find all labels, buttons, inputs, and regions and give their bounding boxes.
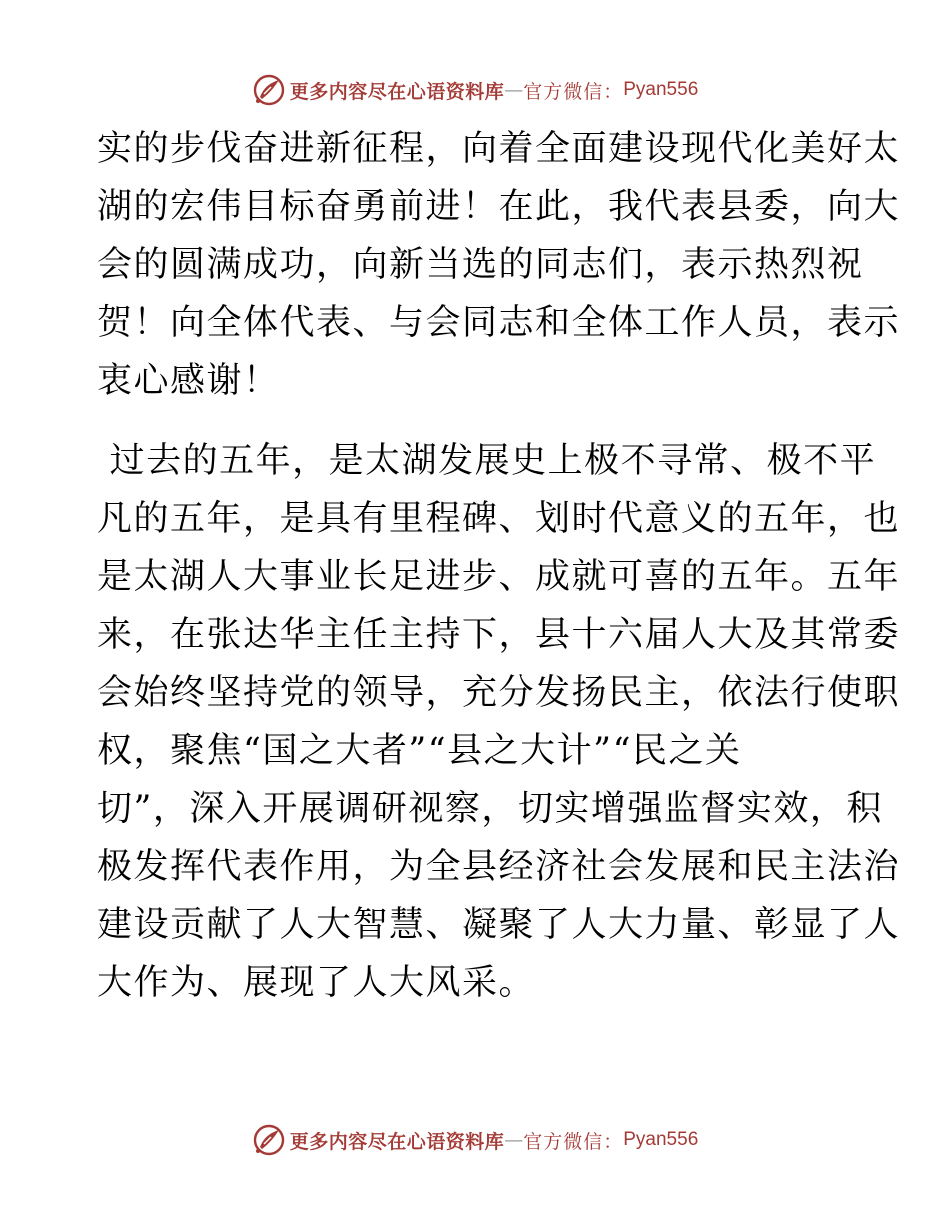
footer-official-label: 官方微信： xyxy=(523,1130,624,1153)
text-line: 湖的宏伟目标奋勇前进！在此，我代表县委，向大 xyxy=(97,187,901,227)
pen-nib-logo-icon xyxy=(252,73,286,107)
text-line: 是太湖人大事业长足进步、成就可喜的五年。五年 xyxy=(97,557,901,597)
header-dash: — xyxy=(504,79,524,101)
header-account-id: Pyan556 xyxy=(623,79,699,100)
footer-account-id: Pyan556 xyxy=(623,1129,699,1150)
text-line: 贺！向全体代表、与会同志和全体工作人员，表示 xyxy=(97,303,901,343)
footer-site-text: 更多内容尽在心语资料库 xyxy=(289,1130,505,1153)
text-line: 大作为、展现了人大风采。 xyxy=(97,963,536,1003)
header-banner xyxy=(0,70,950,110)
text-line: 建设贡献了人大智慧、凝聚了人大力量、彰显了人 xyxy=(97,905,901,945)
text-line: 切”，深入开展调研视察，切实增强监督实效，积 xyxy=(97,789,883,829)
text-line: 衷心感谢！ xyxy=(97,361,280,401)
header-official-label: 官方微信： xyxy=(523,80,624,103)
text-line: 来，在张达华主任主持下，县十六届人大及其常委 xyxy=(97,615,901,655)
text-line: 会的圆满成功，向新当选的同志们，表示热烈祝 xyxy=(97,245,864,285)
footer-banner xyxy=(0,1120,950,1160)
pen-nib-logo-icon xyxy=(252,1123,286,1157)
text-line: 凡的五年，是具有里程碑、划时代意义的五年，也 xyxy=(97,499,901,539)
text-line: 会始终坚持党的领导，充分发扬民主，依法行使职 xyxy=(97,673,901,713)
text-line: 实的步伐奋进新征程，向着全面建设现代化美好太 xyxy=(97,129,901,169)
paragraph-1 xyxy=(97,120,901,410)
paragraph-gap xyxy=(97,410,857,432)
paragraph-2 xyxy=(97,432,901,1012)
body-text xyxy=(97,120,901,1012)
footer-dash: — xyxy=(504,1129,524,1151)
text-line: 极发挥代表作用，为全县经济社会发展和民主法治 xyxy=(97,847,901,887)
text-line: 过去的五年，是太湖发展史上极不寻常、极不平 xyxy=(97,441,877,481)
header-site-text: 更多内容尽在心语资料库 xyxy=(289,80,505,103)
text-line: 权，聚焦“国之大者”“县之大计”“民之关 xyxy=(97,731,742,771)
